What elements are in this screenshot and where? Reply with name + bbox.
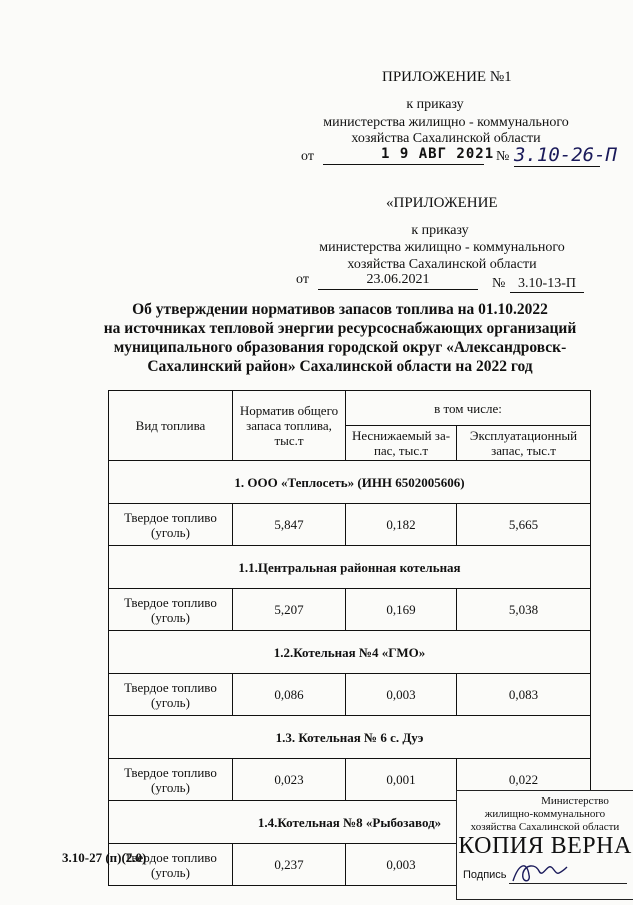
ministry-line2: хозяйства Сахалинской области	[351, 131, 541, 146]
operational-cell: 0,022	[457, 759, 591, 801]
non-reducible-cell: 0,169	[346, 589, 457, 631]
ministry-line2-2: хозяйства Сахалинской области	[347, 257, 537, 272]
section-title: 1.3. Котельная № 6 с. Дуэ	[109, 716, 591, 759]
section-title: 1. ООО «Теплосеть» (ИНН 6502005606)	[109, 461, 591, 504]
non-reducible-cell: 0,001	[346, 759, 457, 801]
section-title: 1.1.Центральная районная котельная	[109, 546, 591, 589]
fuel-cell: Твердое топливо (уголь)	[109, 589, 233, 631]
table-header-row	[109, 391, 591, 426]
section-row	[109, 716, 591, 759]
title-line-4: Сахалинский район» Сахалинской области на 2022 год	[147, 358, 533, 375]
total-cell: 0,086	[233, 674, 346, 716]
document-code: 3.10-27 (п)(2.0)	[62, 850, 147, 865]
section-row	[109, 546, 591, 589]
total-cell: 0,237	[233, 844, 346, 886]
number-label-2: №	[492, 276, 506, 291]
handwritten-signature	[509, 857, 569, 887]
fuel-cell: Твердое топливо (уголь)	[109, 844, 233, 886]
total-cell: 5,207	[233, 589, 346, 631]
fuel-cell: Твердое топливо (уголь)	[109, 504, 233, 546]
non-reducible-cell: 0,003	[346, 844, 457, 886]
header-operational: Эксплуатационный запас, тыс.т	[457, 426, 591, 461]
document-title	[80, 300, 600, 376]
stamp-signature-label: Подпись	[463, 869, 507, 881]
order-number-handwritten: 3.10-26-П	[514, 144, 617, 166]
from-label: от	[301, 149, 314, 164]
operational-cell: 0,083	[457, 674, 591, 716]
stamp-line-1: Министерство	[541, 795, 609, 807]
total-cell: 0,023	[233, 759, 346, 801]
header-total-norm: Норматив общего запаса топлива, тыс.т	[233, 391, 346, 461]
from-label-2: от	[296, 272, 309, 287]
appendix-1-label: ПРИЛОЖЕНИЕ №1	[382, 69, 512, 85]
section-row	[109, 461, 591, 504]
order-date-2: 23.06.2021	[366, 272, 430, 287]
ministry-line1-2: министерства жилищно - коммунального	[319, 240, 565, 255]
certified-copy-stamp	[456, 790, 633, 900]
number-label: №	[496, 149, 510, 164]
header-including: в том числе:	[346, 391, 591, 426]
ministry-line1: министерства жилищно - коммунального	[323, 115, 569, 130]
fuel-cell: Твердое топливо (уголь)	[109, 759, 233, 801]
fuel-cell: Твердое топливо (уголь)	[109, 674, 233, 716]
title-line-2: на источниках тепловой энергии ресурсоснабжающих организаций	[103, 320, 577, 337]
title-line-1: Об утверждении нормативов запасов топлива на 01.10.2022	[132, 301, 548, 318]
operational-cell: 5,038	[457, 589, 591, 631]
order-number-2: 3.10-13-П	[518, 276, 576, 291]
section-row	[109, 631, 591, 674]
header-fuel-type: Вид топлива	[109, 391, 233, 461]
stamp-line-3: хозяйства Сахалинской области	[470, 821, 620, 833]
title-line-3: муниципального образования городской округ «Александровск-	[113, 339, 567, 356]
stamp-line-2: жилищно-коммунального	[484, 808, 606, 820]
date-underline-2	[318, 289, 478, 290]
operational-cell: 5,665	[457, 504, 591, 546]
order-date-stamp: 1 9 АВГ 2021	[381, 146, 495, 162]
date-underline	[323, 164, 484, 165]
non-reducible-cell: 0,003	[346, 674, 457, 716]
to-order-label-2: к приказу	[411, 223, 469, 238]
table-row	[109, 504, 591, 546]
non-reducible-cell: 0,182	[346, 504, 457, 546]
stamp-main-text: КОПИЯ ВЕРНА	[458, 833, 632, 859]
section-title: 1.2.Котельная №4 «ГМО»	[109, 631, 591, 674]
number-underline	[514, 166, 600, 167]
section-title: 1.4.Котельная №8 «Рыбозавод»	[109, 801, 591, 844]
table-row	[109, 589, 591, 631]
to-order-label: к приказу	[406, 97, 464, 112]
total-cell: 5,847	[233, 504, 346, 546]
appendix-2-label: «ПРИЛОЖЕНИЕ	[386, 195, 498, 211]
header-non-reducible: Неснижаемый за-пас, тыс.т	[346, 426, 457, 461]
table-row	[109, 674, 591, 716]
number-underline-2	[510, 292, 584, 293]
